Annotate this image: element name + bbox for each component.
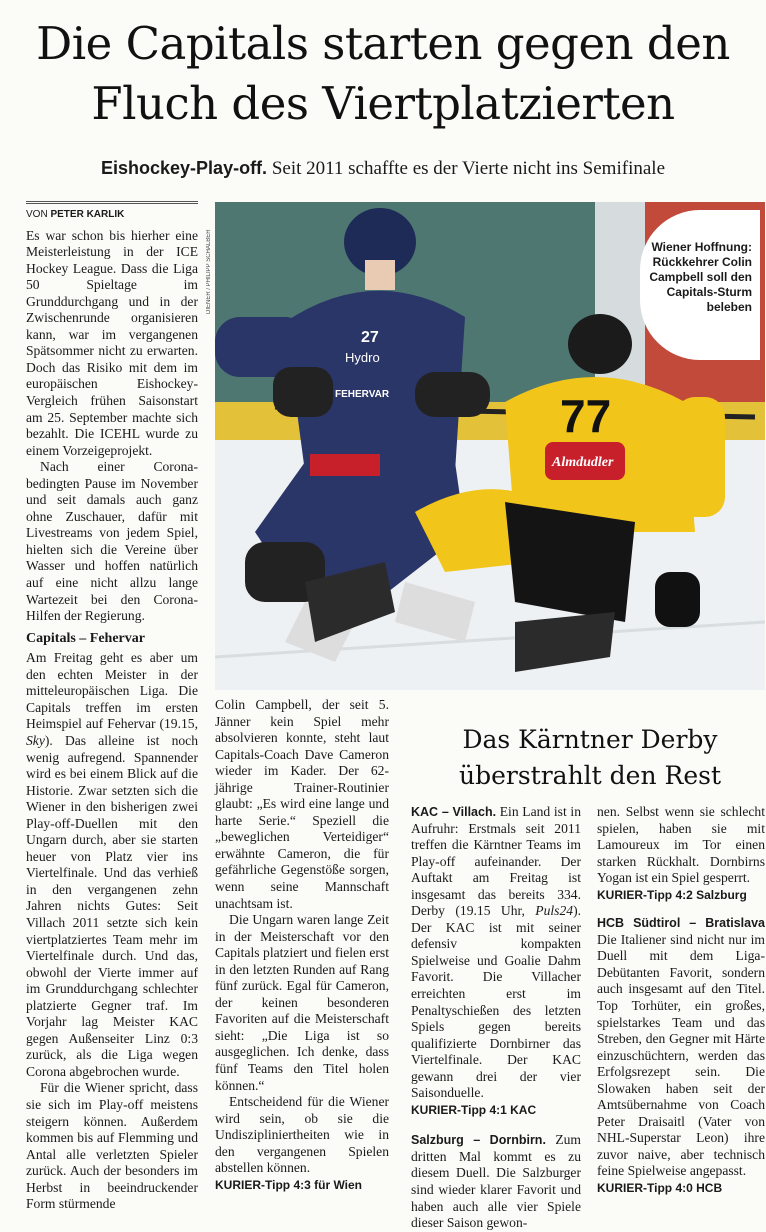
article-column-1 <box>26 201 198 1213</box>
paragraph: Nach einer Corona-bedingten Pause im November und seit damals auch ganz ohne Zuschauer, dafür mit Livestreams von jedem Spiel, hielten sich die Vereine über Wasser und hoffen natürlich auf eine nicht allzu lange Wartezeit bei den Corona-Hilfen der Regierung. <box>26 459 198 624</box>
paragraph: KAC – Villach. Ein Land ist in Aufruhr: Erstmals seit 2011 treffen die Kärntner Teams im Play-off aufeinander. Der Auftakt am Freitag ist insgesamt das bereits 334. Derby (19.15 Uhr, Puls24). Der KAC ist mit seiner defensiv kompakten Spielweise und Goalie Dahm Favorit. Die Villacher erreichten erst im Penaltyschießen des letzten Spiels gegen bereits qualifizierte Dornbirner das Viertelfinale. Der KAC gewann drei der vier Saisonduelle. <box>411 804 581 1101</box>
kurier-tipp: KURIER-Tipp 4:3 für Wien <box>215 1177 363 1192</box>
kurier-tipp: KURIER-Tipp 4:1 KAC <box>411 1102 537 1117</box>
subheadline-text: Seit 2011 schaffte es der Vierte nicht ins Semifinale <box>267 158 665 179</box>
team-name-left: FEHERVAR <box>335 389 390 400</box>
section-heading-capitals-fehervar: Capitals – Fehervar <box>26 630 145 646</box>
article-column-3 <box>411 804 581 1232</box>
derby-title-line-1: Das Kärntner Derby <box>462 725 718 754</box>
paragraph: Entscheidend für die Wiener wird sein, ob sie die Undiszipliniertheiten wie in den vergangenen Spielen abstellen können. <box>215 1094 389 1176</box>
match-lead-salzburg-dornbirn: Salzburg – Dornbirn. <box>411 1133 546 1148</box>
paragraph: HCB Südtirol – Bratislava Die Italiener sind nicht nur im Duell mit dem Liga-Debütanten Favorit, sondern auch insgesamt auf den Titel. Top Torhüter, ein großes, spielstarkes Team und das Streben, den Gegner mit Härte einzuschüchtern, werden das Erfolgsrezept sein. Die Slowaken haben seit der Amtsübernahme von Coach Peter Draisaitl (Vater von NHL-Superstar Leon) ihre zuvor naive, aber technisch feine Spielweise angepasst. <box>597 916 765 1179</box>
photo-credit: DIENER / PHILIPP SCHALBER <box>206 229 212 314</box>
derby-title <box>420 722 760 794</box>
article-column-2 <box>215 697 389 1193</box>
sponsor-right: Almdudler <box>552 455 614 470</box>
photo-caption: Wiener Hoffnung: Rückkehrer Colin Campbell soll den Capitals-Sturm beleben <box>640 210 760 360</box>
paragraph: Colin Campbell, der seit 5. Jänner kein Spiel mehr absolvieren konnte, steht laut Capitals-Coach Dave Cameron wieder im Kader. Der 62-jährige Trainer-Routinier glaubt: „Es wird eine lange und harte Serie.“ Speziell die „beweglichen Verteidiger“ erwähnte Cameron, die für gefährliche Gegenstöße sorgen, wenn seine Mannschaft unachtsam ist. <box>215 697 389 911</box>
headline <box>0 14 766 134</box>
byline: VON PETER KARLIK <box>26 201 198 224</box>
subheadline-kicker: Eishockey-Play-off. <box>101 158 268 178</box>
kurier-tipp: KURIER-Tipp 4:2 Salzburg <box>597 887 747 902</box>
paragraph: Es war schon bis hierher eine Meisterleistung in der ICE Hockey League. Dass die Liga 50 Spieltage im Grunddurchgang und in der Zwischenrunde organisieren kann, war im vergangenen Spätsommer nicht zu erwarten. Doch das Risiko mit dem im europäischen Eishockey-Vergleich frühen Saisonstart am 25. September machte sich bezahlt. Die ICEHL wurde zu einem Vorzeigeprojekt. <box>26 227 198 458</box>
paragraph: nen. Selbst wenn sie schlecht spielen, haben sie mit Lamoureux im Tor einen starken Rückhalt. Dornbirns Yogan ist ein Spiel gesperrt. <box>597 804 765 886</box>
headline-line-1: Die Capitals starten gegen den <box>36 17 730 70</box>
match-lead-hcb-bratislava: HCB Südtirol – Bratislava <box>597 916 765 931</box>
sponsor-left: Hydro <box>345 350 380 365</box>
paragraph: Die Ungarn waren lange Zeit in der Meisterschaft vor den Capitals platziert und fielen erst in den letzten Runden auf Rang fünf zurück. Egal für Cameron, der keinen besonderen Favoriten auf die Meisterschaft sieht: „Die Liga ist so ausgeglichen. Ich denke, dass fünf Teams den Titel holen können.“ <box>215 912 389 1093</box>
paragraph: Für die Wiener spricht, dass sie sich im Play-off meistens steigern können. Außerdem kommen bis auf Flemming und Antal alle verletzten Spieler zurück. Auch der besonders im Herbst in beeindruckender Form stürmende <box>26 1080 198 1212</box>
article-column-4 <box>597 804 765 1197</box>
subheadline <box>0 158 766 180</box>
jersey-number-left: 27 <box>361 329 379 346</box>
paragraph: Am Freitag geht es aber um den echten Meister in der mitteleuropäischen Liga. Die Capitals treffen im ersten Heimspiel auf Fehervar (19.15, Sky). Das alleine ist noch wenig aufregend. Spannender wird es bei einem Blick auf die Historie. Zwar setzten sich die Wiener in den bisherigen zwei Play-off-Duellen mit den Ungarn durch, aber sie starten heuer von Platz vier ins Viertelfinale. Und das verhieß in den vergangenen zehn Jahren nichts Gutes: Seit Villach 2011 setzte sich kein viertplatziertes Team mehr im Viertelfinale durch. Und das, obwohl der Vierte immer auf im Grunddurchgang schlechter platzierte Gegner traf. Im Vorjahr lag Meister KAC gegen Außenseiter Linz 0:3 zurück, als die Liga wegen Corona abgebrochen wurde. <box>26 650 198 1079</box>
headline-line-2: Fluch des Viertplatzierten <box>91 77 675 130</box>
derby-title-line-2: überstrahlt den Rest <box>458 761 721 790</box>
jersey-number-right: 77 <box>560 390 612 442</box>
paragraph: Salzburg – Dornbirn. Zum dritten Mal kommt es zu diesem Duell. Die Salzburger sind wieder klarer Favorit und haben auch alle vier Spiele dieser Saison gewon- <box>411 1132 581 1231</box>
byline-author: PETER KARLIK <box>50 209 125 220</box>
match-lead-kac-villach: KAC – Villach. <box>411 805 497 819</box>
kurier-tipp: KURIER-Tipp 4:0 HCB <box>597 1181 723 1196</box>
